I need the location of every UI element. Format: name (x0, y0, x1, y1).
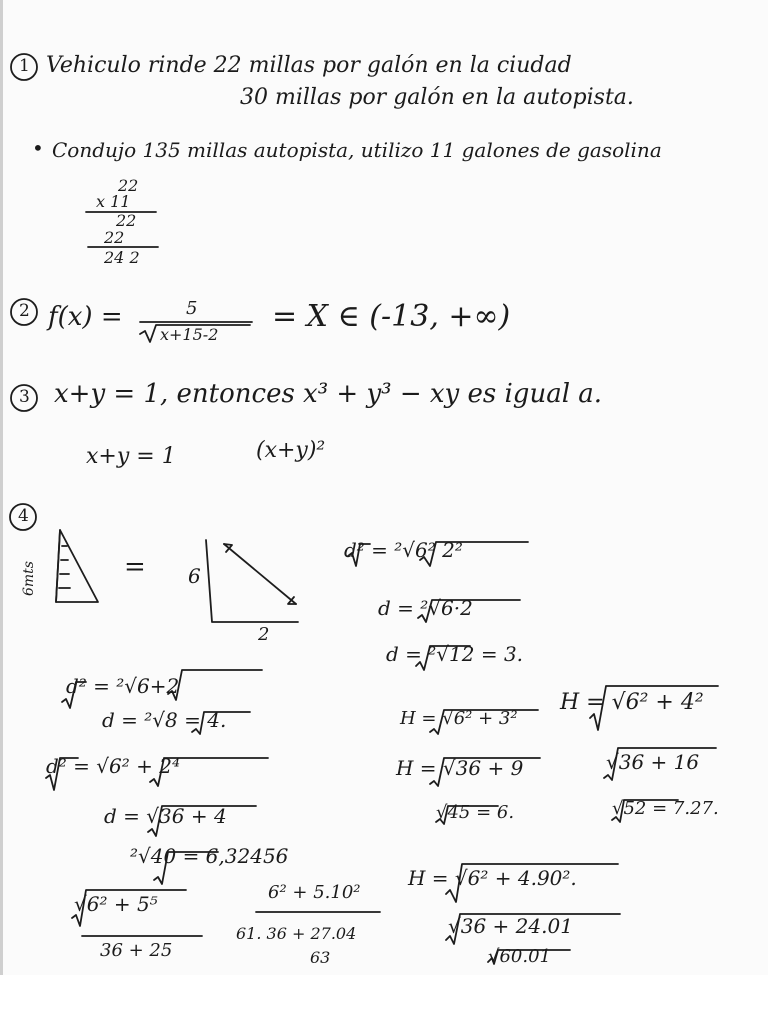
fraction-numerator: 5 (186, 298, 198, 319)
right-angle (206, 540, 298, 622)
calc-far-right-2: √36 + 16 (606, 750, 700, 774)
calc-bottom-1: √6² + 5⁵ (74, 892, 158, 916)
calc-left-2: d = ²√8 = 4. (102, 708, 227, 732)
equals-sign: = (124, 552, 146, 582)
mult-result: 24 2 (104, 248, 140, 267)
fraction-denominator: x+15-2 (160, 325, 219, 344)
calc-bottom-2: 36 + 25 (100, 940, 173, 961)
mult-partial-1: 22 (116, 211, 137, 230)
calc-left-1: d² = ²√6+2 (66, 674, 180, 698)
problem-3-statement: x+y = 1, entonces x³ + y³ − xy es igual a. (54, 379, 603, 409)
problem-1-line-2: 30 millas por galón en la autopista. (240, 85, 634, 110)
calc-left-3: d² = √6² + 2⁴ (46, 754, 180, 778)
calc-right-3: d = ²√12 = 3. (386, 642, 524, 666)
triangle-side-label: 6mts (21, 561, 37, 596)
calc-bottom-6: H = √6² + 4.90². (408, 866, 577, 890)
mult-partial-2: 22 (104, 228, 125, 247)
problem-1-statement: Condujo 135 millas autopista, utilizo 11 galones de gasolina (52, 138, 662, 162)
problem-2-number: 2 (19, 301, 30, 321)
problem-4-number: 4 (18, 506, 29, 526)
calc-right-1: d² = ²√6² 2² (344, 538, 463, 562)
calc-mid-1: H = √6² + 3² (400, 708, 518, 729)
calc-right-2: d = ²√6·2 (378, 596, 473, 620)
domain-result: = X ∈ (-13, +∞) (272, 299, 511, 334)
calc-bottom-3: 6² + 5.10² (268, 882, 361, 903)
calc-left-4: d = √36 + 4 (104, 804, 227, 828)
problem-3-number: 3 (19, 387, 30, 407)
mult-times: x 11 (96, 192, 131, 211)
diagonal-arrow (224, 544, 296, 604)
calc-bottom-7: √36 + 24.01 (448, 914, 573, 938)
problem-3-work-1: x+y = 1 (86, 444, 176, 469)
problem-1-number: 1 (19, 56, 30, 76)
calc-bottom-8: √60.01 (488, 946, 551, 967)
problem-1-line-1: Vehiculo rinde 22 millas por galón en la ciudad (46, 53, 572, 78)
figure-base-label: 2 (258, 624, 270, 645)
calc-bottom-5: 63 (310, 948, 331, 967)
figure-height-label: 6 (188, 564, 201, 588)
calc-mid-2: H = √36 + 9 (396, 756, 524, 780)
problem-1-bullet: • (32, 136, 44, 160)
calc-far-right-3: √52 = 7.27. (612, 798, 719, 819)
small-triangle (56, 530, 98, 602)
page-bottom-margin (0, 975, 768, 1024)
mult-top: 22 (118, 176, 139, 195)
calc-left-5: ²√40 = 6,32456 (130, 844, 289, 868)
calc-mid-3: √45 = 6. (436, 802, 515, 823)
calc-bottom-4: 61. 36 + 27.04 (236, 924, 357, 943)
problem-3-work-2: (x+y)² (256, 438, 326, 463)
function-lhs: f(x) = (48, 302, 123, 332)
calc-far-right-1: H = √6² + 4² (560, 690, 704, 715)
